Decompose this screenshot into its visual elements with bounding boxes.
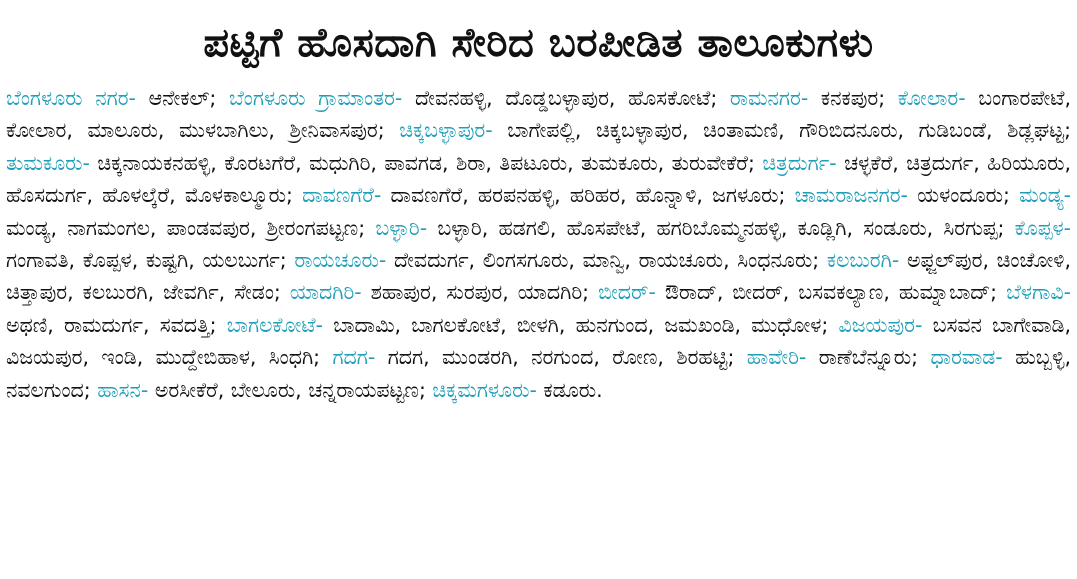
- district-name: ಹಾವೇರಿ-: [746, 345, 807, 370]
- taluk-names: ಚಳ್ಳಕೆರೆ, ಚಿತ್ರದುರ್ಗ, ಹಿರಿಯೂರು, ಹೊಸದುರ್ಗ, ಹೊಳಲ್ಕೆರೆ, ಮೊಳಕಾಲ್ಮೂರು;: [6, 150, 1071, 208]
- district-name: ದಾವಣಗೆರೆ-: [302, 183, 382, 208]
- taluk-names: ಕನಕಪುರ;: [808, 86, 898, 110]
- taluk-names: ಬಸವನ ಬಾಗೇವಾಡಿ, ವಿಜಯಪುರ, ಇಂಡಿ, ಮುದ್ದೇಬಿಹಾಳ, ಸಿಂಧಗಿ;: [6, 312, 1071, 370]
- taluk-names: ಬಾದಾಮಿ, ಬಾಗಲಕೋಟೆ, ಬೀಳಗಿ, ಹುನಗುಂದ, ಜಮಖಂಡಿ, ಮುಧೋಳ;: [323, 312, 839, 337]
- taluk-names: ಆನೇಕಲ್;: [135, 86, 229, 110]
- district-name: ಬಳ್ಳಾರಿ-: [375, 215, 428, 240]
- district-name: ಬೆಂಗಳೂರು ನಗರ-: [6, 86, 136, 110]
- taluk-names: ಬಳ್ಳಾರಿ, ಹಡಗಲಿ, ಹೊಸಪೇಟೆ, ಹಗರಿಬೊಮ್ಮನಹಳ್ಳಿ, ಕೂಡ್ಲಿಗಿ, ಸಂಡೂರು, ಸಿರಗುಪ್ಪ;: [427, 215, 1015, 240]
- district-name: ಮಂಡ್ಯ-: [1019, 183, 1071, 208]
- taluk-names: ಮಂಡ್ಯ, ನಾಗಮಂಗಲ, ಪಾಂಡವಪುರ, ಶ್ರೀರಂಗಪಟ್ಟಣ;: [6, 215, 376, 240]
- taluk-names: ಹುಬ್ಬಳ್ಳಿ, ನವಲಗುಂದ;: [6, 345, 1071, 402]
- taluk-names: ರಾಣೆಬೆನ್ನೂರು;: [806, 345, 931, 370]
- district-name: ಬಾಗಲಕೋಟೆ-: [226, 312, 324, 337]
- taluk-names: ದೇವನಹಳ್ಳಿ, ದೊಡ್ಡಬಳ್ಳಾಪುರ, ಹೊಸಕೋಟೆ;: [402, 86, 730, 110]
- district-name: ರಾಮನಗರ-: [729, 86, 809, 110]
- district-name: ಕಲಬುರಗಿ-: [826, 248, 900, 273]
- taluk-names: ಬಾಗೇಪಲ್ಲಿ, ಚಿಕ್ಕಬಳ್ಳಾಪುರ, ಚಿಂತಾಮಣಿ, ಗೌರಿಬಿದನೂರು, ಗುಡಿಬಂಡೆ, ಶಿಡ್ಲಘಟ್ಟ;: [492, 118, 1071, 143]
- district-name: ಚಿಕ್ಕಬಳ್ಳಾಪುರ-: [399, 118, 493, 143]
- taluk-names: ಬಂಗಾರಪೇಟೆ, ಕೋಲಾರ, ಮಾಲೂರು, ಮುಳಬಾಗಿಲು, ಶ್ರೀನಿವಾಸಪುರ;: [6, 86, 1071, 143]
- district-name: ಧಾರವಾಡ-: [930, 345, 1003, 370]
- district-name: ಗದಗ-: [332, 345, 376, 370]
- taluk-names: ಅರಸೀಕೆರೆ, ಬೇಲೂರು, ಚನ್ನರಾಯಪಟ್ಟಣ;: [148, 377, 433, 402]
- taluk-names: ಚಿಕ್ಕನಾಯಕನಹಳ್ಳಿ, ಕೊರಟಗೆರೆ, ಮಧುಗಿರಿ, ಪಾವಗಡ, ಶಿರಾ, ತಿಪಟೂರು, ತುಮಕೂರು, ತುರುವೇಕೆರೆ;: [89, 150, 763, 175]
- taluk-names: ದೇವದುರ್ಗ, ಲಿಂಗಸಗೂರು, ಮಾನ್ವಿ, ರಾಯಚೂರು, ಸಿಂಧನೂರು;: [386, 248, 827, 273]
- district-name: ಬೆಳಗಾವಿ-: [1006, 280, 1071, 305]
- taluk-names: ಶಹಾಪುರ, ಸುರಪುರ, ಯಾದಗಿರಿ;: [361, 280, 599, 305]
- taluk-names: ಗಂಗಾವತಿ, ಕೊಪ್ಪಳ, ಕುಷ್ಟಗಿ, ಯಲಬುರ್ಗ;: [6, 248, 295, 273]
- taluk-names: ಅಥಣಿ, ರಾಮದುರ್ಗ, ಸವದತ್ತಿ;: [6, 312, 227, 337]
- district-name: ವಿಜಯಪುರ-: [838, 312, 923, 337]
- district-name: ಹಾಸನ-: [97, 377, 149, 402]
- taluk-names: ಗದಗ, ಮುಂಡರಗಿ, ನರಗುಂದ, ರೋಣ, ಶಿರಹಟ್ಟಿ;: [375, 345, 747, 370]
- district-name: ಯಾದಗಿರಿ-: [289, 280, 362, 305]
- page-title: ಪಟ್ಟಿಗೆ ಹೊಸದಾಗಿ ಸೇರಿದ ಬರಪೀಡಿತ ತಾಲೂಕುಗಳು: [203, 20, 874, 66]
- district-name: ಚಿತ್ರದುರ್ಗ-: [762, 150, 837, 175]
- taluk-names: ಕಡೂರು.: [536, 377, 603, 402]
- district-name: ಕೊಪ್ಪಳ-: [1014, 215, 1071, 240]
- district-name: ಚಿಕ್ಕಮಗಳೂರು-: [432, 377, 537, 402]
- taluk-names: ಅಫ್ಜಲ್‌ಪುರ, ಚಿಂಚೋಳಿ, ಚಿತ್ತಾಪುರ, ಕಲಬುರಗಿ, ಜೇವರ್ಗಿ, ಸೇಡಂ;: [6, 248, 1071, 305]
- district-name: ಬೀದರ್-: [598, 280, 656, 305]
- district-name: ರಾಯಚೂರು-: [294, 248, 387, 273]
- district-name: ಬೆಂಗಳೂರು ಗ್ರಾಮಾಂತರ-: [228, 86, 403, 110]
- taluk-names: ಯಳಂದೂರು;: [907, 183, 1020, 208]
- district-name: ಚಾಮರಾಜನಗರ-: [794, 183, 908, 208]
- district-name: ತುಮಕೂರು-: [6, 150, 90, 175]
- drought-taluk-list: [6, 82, 1071, 406]
- taluk-names: ಔರಾದ್, ಬೀದರ್, ಬಸವಕಲ್ಯಾಣ, ಹುಮ್ನಾಬಾದ್;: [655, 280, 1007, 305]
- district-name: ಕೋಲಾರ-: [897, 86, 966, 110]
- taluk-names: ದಾವಣಗೆರೆ, ಹರಪನಹಳ್ಳಿ, ಹರಿಹರ, ಹೊನ್ನಾಳಿ, ಜಗಳೂರು;: [381, 183, 795, 208]
